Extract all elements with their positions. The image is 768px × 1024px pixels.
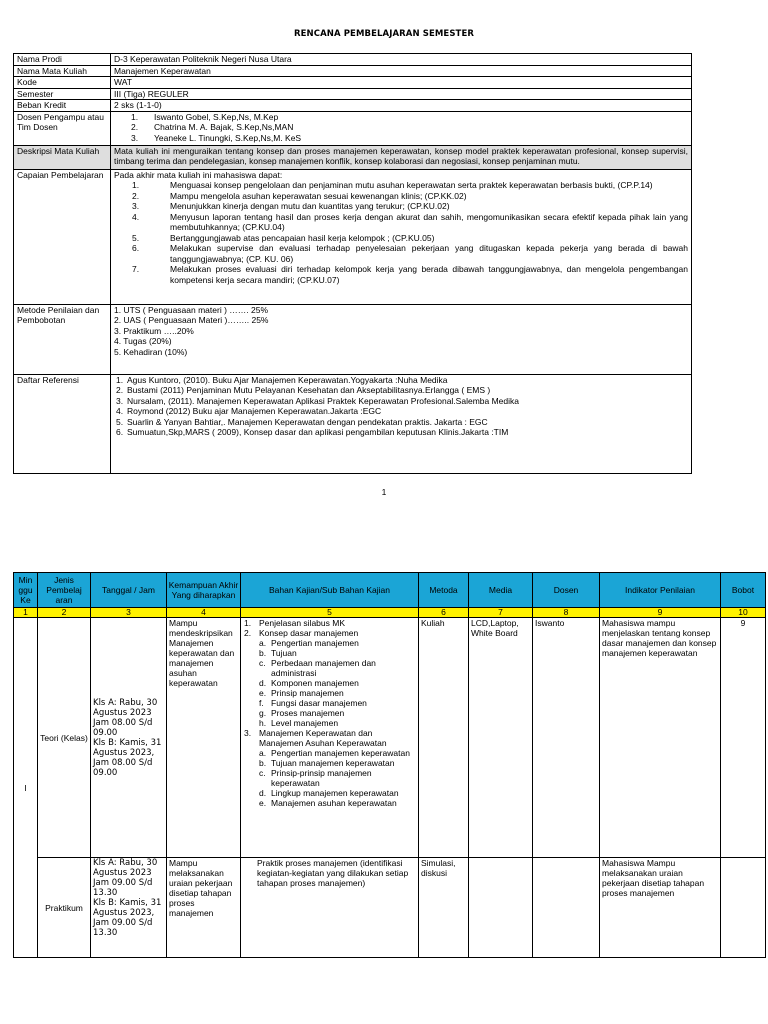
column-number: 1 bbox=[14, 608, 38, 618]
row-nama-prodi bbox=[14, 54, 692, 66]
value-deskripsi: Mata kuliah ini menguraikan tentang konsep dan proses manajemen keperawatan, konsep model praktek keperawatan profesional, konsep supervisi, timbang terima dan pendelegasian, konsep manajemen konflik, konsep kolaborasi dan negosiasi, konsep penjaminan mutu. bbox=[111, 145, 692, 169]
row-semester bbox=[14, 88, 692, 100]
column-number: 3 bbox=[91, 608, 167, 618]
page-title: RENCANA PEMBELAJARAN SEMESTER bbox=[293, 29, 474, 39]
indikator-cell: Mahasiswa mampu menjelaskan tentang konsep dasar manajemen dan konsep manajemen keperawatan bbox=[600, 618, 721, 858]
list-item: b. Tujuan manajemen keperawatan bbox=[259, 758, 395, 768]
bobot-cell: 9 bbox=[721, 618, 766, 858]
label-mata-kuliah: Nama Mata Kuliah bbox=[14, 65, 111, 77]
course-info-table bbox=[13, 53, 692, 474]
value-metode bbox=[111, 304, 692, 374]
list-item: 3. Manajemen Keperawatan dan Manajemen Asuhan Keperawatan bbox=[244, 728, 387, 748]
list-item: 3. Menunjukkan kinerja dengan mutu dan kuantitas yang terukur; (CP.KU.02) bbox=[132, 201, 450, 211]
bahan-list bbox=[243, 618, 416, 638]
header-metoda: Metoda bbox=[419, 573, 469, 608]
minggu-cell: I bbox=[14, 618, 38, 958]
value-dosen bbox=[111, 111, 692, 145]
table-row bbox=[14, 858, 766, 958]
list-item: 4. Roymond (2012) Buku ajar Manajemen Keperawatan.Jakarta :EGC bbox=[116, 406, 382, 416]
column-number: 2 bbox=[38, 608, 91, 618]
list-item: e. Prinsip manajemen bbox=[259, 688, 344, 698]
list-item: 6. Sumuatun,Skp,MARS ( 2009), Konsep dasar dan aplikasi pengambilan keputusan Klinis.Jakarta :TIM bbox=[116, 427, 509, 437]
bahan-cell: Praktik proses manajemen (identifikasi kegiatan-kegiatan yang dilakukan setiap tahapan proses manajemen) bbox=[241, 858, 419, 958]
list-item: 1. Menguasai konsep pengelolaan dan penjaminan mutu asuhan keperawatan serta praktek keperawatan berbasis bukti, (CP.P.14) bbox=[132, 180, 653, 190]
metode-item: 5. Kehadiran (10%) bbox=[114, 346, 188, 357]
column-number: 4 bbox=[167, 608, 241, 618]
row-metode bbox=[14, 304, 692, 374]
header-kemampuan: Kemampuan Akhir Yang diharapkan bbox=[167, 573, 241, 608]
row-dosen bbox=[14, 111, 692, 145]
row-referensi bbox=[14, 374, 692, 473]
header-media: Media bbox=[469, 573, 533, 608]
header-jenis: Jenis Pembelaj aran bbox=[38, 573, 91, 608]
tanggal-cell: Kls A: Rabu, 30 Agustus 2023 Jam 09.00 S/d 13.30 Kls B: Kamis, 31 Agustus 2023, Jam 09.00 S/d 13.30 bbox=[91, 858, 167, 958]
list-item: 6. Melakukan supervise dan evaluasi terhadap penyelesaian pekerjaan yang ditugaskan kepada pekerja yang berada di bawah tanggungjawabnya; (CP. KU. 06) bbox=[132, 243, 688, 264]
column-number: 8 bbox=[533, 608, 600, 618]
list-item: 3. Yeaneke L. Tinungki, S.Kep,Ns,M. KeS bbox=[131, 132, 302, 143]
capaian-intro: Pada akhir mata kuliah ini mahasiswa dapat: bbox=[114, 169, 283, 180]
row-deskripsi bbox=[14, 145, 692, 169]
metode-item: 2. UAS ( Penguasaan Materi )…….. 25% bbox=[114, 315, 269, 325]
metoda-cell: Kuliah bbox=[419, 618, 469, 858]
bobot-cell bbox=[721, 858, 766, 958]
column-number: 6 bbox=[419, 608, 469, 618]
label-deskripsi: Deskripsi Mata Kuliah bbox=[14, 145, 111, 169]
header-tanggal: Tanggal / Jam bbox=[91, 573, 167, 608]
value-kode: WAT bbox=[111, 77, 692, 89]
value-capaian bbox=[111, 169, 692, 304]
list-item: e. Manajemen asuhan keperawatan bbox=[259, 798, 397, 808]
row-capaian bbox=[14, 169, 692, 304]
label-nama-prodi: Nama Prodi bbox=[14, 54, 111, 66]
bahan-sublist bbox=[243, 638, 416, 728]
header-bahan: Bahan Kajian/Sub Bahan Kajian bbox=[241, 573, 419, 608]
value-beban-kredit: 2 sks (1-1-0) bbox=[111, 100, 692, 112]
column-number-row bbox=[14, 608, 766, 618]
value-semester: III (Tiga) REGULER bbox=[111, 88, 692, 100]
list-item: 5. Bertanggungjawab atas pencapaian hasil kerja kelompok ; (CP.KU.05) bbox=[132, 232, 435, 243]
table-row bbox=[14, 618, 766, 858]
list-item: d. Lingkup manajemen keperawatan bbox=[259, 788, 399, 798]
list-item: 2. Bustami (2011) Penjaminan Mutu Pelayanan Kesehatan dan Akseptabilitasnya.Erlangga ( EMS ) bbox=[116, 385, 491, 395]
row-beban-kredit bbox=[14, 100, 692, 112]
list-item: g. Proses manajemen bbox=[259, 708, 345, 718]
list-item: 1. Agus Kuntoro, (2010). Buku Ajar Manajemen Keperawatan.Yogyakarta :Nuha Medika bbox=[116, 374, 448, 385]
header-indikator: Indikator Penilaian bbox=[600, 573, 721, 608]
header-bobot: Bobot bbox=[721, 573, 766, 608]
list-item: c. Perbedaan manajemen dan administrasi bbox=[259, 658, 376, 678]
metode-item: 1. UTS ( Penguasaan materi ) ……. 25% bbox=[114, 304, 269, 315]
list-item: 4. Menyusun laporan tentang hasil dan proses kerja dengan akurat dan sahih, mengomunikasikan secara efektif kepada pihak lain yang membutuhkannya; (CP.KU.04) bbox=[132, 211, 688, 232]
dosen-list bbox=[114, 112, 688, 144]
bahan-sublist bbox=[243, 748, 416, 808]
list-item: 2. Chatrina M. A. Bajak, S.Kep,Ns,MAN bbox=[131, 122, 294, 132]
schedule-header-row bbox=[14, 573, 766, 608]
media-cell bbox=[469, 858, 533, 958]
metoda-cell: Simulasi, diskusi bbox=[419, 858, 469, 958]
tanggal-cell: Kls A: Rabu, 30 Agustus 2023 Jam 08.00 S/d 09.00 Kls B: Kamis, 31 Agustus 2023, Jam 08.00 S/d 09.00 bbox=[91, 618, 167, 858]
list-item: 1. Penjelasan silabus MK bbox=[244, 618, 345, 628]
row-kode bbox=[14, 77, 692, 89]
bahan-cell bbox=[241, 618, 419, 858]
dosen-cell bbox=[533, 858, 600, 958]
list-item: h. Level manajemen bbox=[259, 718, 339, 728]
label-referensi: Daftar Referensi bbox=[14, 374, 111, 473]
list-item: 7. Melakukan proses evaluasi diri terhadap kelompok kerja yang berada dibawah tanggungjawabnya, dan mengelola pengembangan kompetensi kerja secara mandiri; (CP.KU.07) bbox=[132, 264, 688, 285]
header-dosen: Dosen bbox=[533, 573, 600, 608]
list-item: 2. Mampu mengelola asuhan keperawatan sesuai kewenangan klinis; (CP.KK.02) bbox=[132, 190, 467, 201]
row-mata-kuliah bbox=[14, 65, 692, 77]
label-semester: Semester bbox=[14, 88, 111, 100]
label-beban-kredit: Beban Kredit bbox=[14, 100, 111, 112]
column-number: 10 bbox=[721, 608, 766, 618]
list-item: d. Komponen manajemen bbox=[259, 678, 359, 688]
metode-item: 4. Tugas (20%) bbox=[114, 336, 172, 346]
list-item: f. Fungsi dasar manajemen bbox=[259, 698, 367, 708]
list-item: 1. Iswanto Gobel, S.Kep,Ns, M.Kep bbox=[131, 111, 279, 122]
indikator-cell: Mahasiswa Mampu melaksanakan uraian pekerjaan disetiap tahapan proses manajemen bbox=[600, 858, 721, 958]
kemampuan-cell: Mampu melaksanakan uraian pekerjaan disetiap tahapan proses manajemen bbox=[167, 858, 241, 958]
list-item: 5. Suarlin & Yanyan Bahtiar,. Manajemen Keperawatan dengan pendekatan praktis. Jakarta : EGC bbox=[116, 416, 488, 427]
list-item: a. Pengertian manajemen keperawatan bbox=[259, 748, 410, 758]
jenis-cell: Teori (Kelas) bbox=[38, 618, 91, 858]
schedule-table bbox=[13, 572, 766, 958]
referensi-list bbox=[116, 375, 688, 438]
label-dosen: Dosen Pengampu atau Tim Dosen bbox=[14, 111, 111, 145]
media-cell: LCD,Laptop, White Board bbox=[469, 618, 533, 858]
header-minggu: Min ggu Ke bbox=[14, 573, 38, 608]
jenis-cell: Praktikum bbox=[38, 858, 91, 958]
page-number: 1 bbox=[381, 487, 387, 497]
column-number: 5 bbox=[241, 608, 419, 618]
value-mata-kuliah: Manajemen Keperawatan bbox=[111, 65, 692, 77]
bahan-list bbox=[243, 728, 416, 748]
metode-item: 3. Praktikum …..20% bbox=[114, 325, 194, 336]
label-metode: Metode Penilaian dan Pembobotan bbox=[14, 304, 111, 374]
list-item: 2. Konsep dasar manajemen bbox=[244, 628, 359, 638]
capaian-list bbox=[114, 180, 688, 285]
dosen-cell: Iswanto bbox=[533, 618, 600, 858]
list-item: b. Tujuan bbox=[259, 648, 297, 658]
value-referensi bbox=[111, 374, 692, 473]
list-item: c. Prinsip-prinsip manajemen keperawatan bbox=[259, 768, 372, 788]
list-item: 3. Nursalam, (2011). Manajemen Keperawatan Aplikasi Praktek Keperawatan Profesional.Salemba Medika bbox=[116, 395, 519, 406]
column-number: 7 bbox=[469, 608, 533, 618]
label-kode: Kode bbox=[14, 77, 111, 89]
column-number: 9 bbox=[600, 608, 721, 618]
kemampuan-cell: Mampu mendeskripsikan Manajemen keperawatan dan manajemen asuhan keperawatan bbox=[167, 618, 241, 858]
label-capaian: Capaian Pembelajaran bbox=[14, 169, 111, 304]
list-item: a. Pengertian manajemen bbox=[259, 638, 359, 648]
value-nama-prodi: D-3 Keperawatan Politeknik Negeri Nusa Utara bbox=[111, 54, 692, 66]
